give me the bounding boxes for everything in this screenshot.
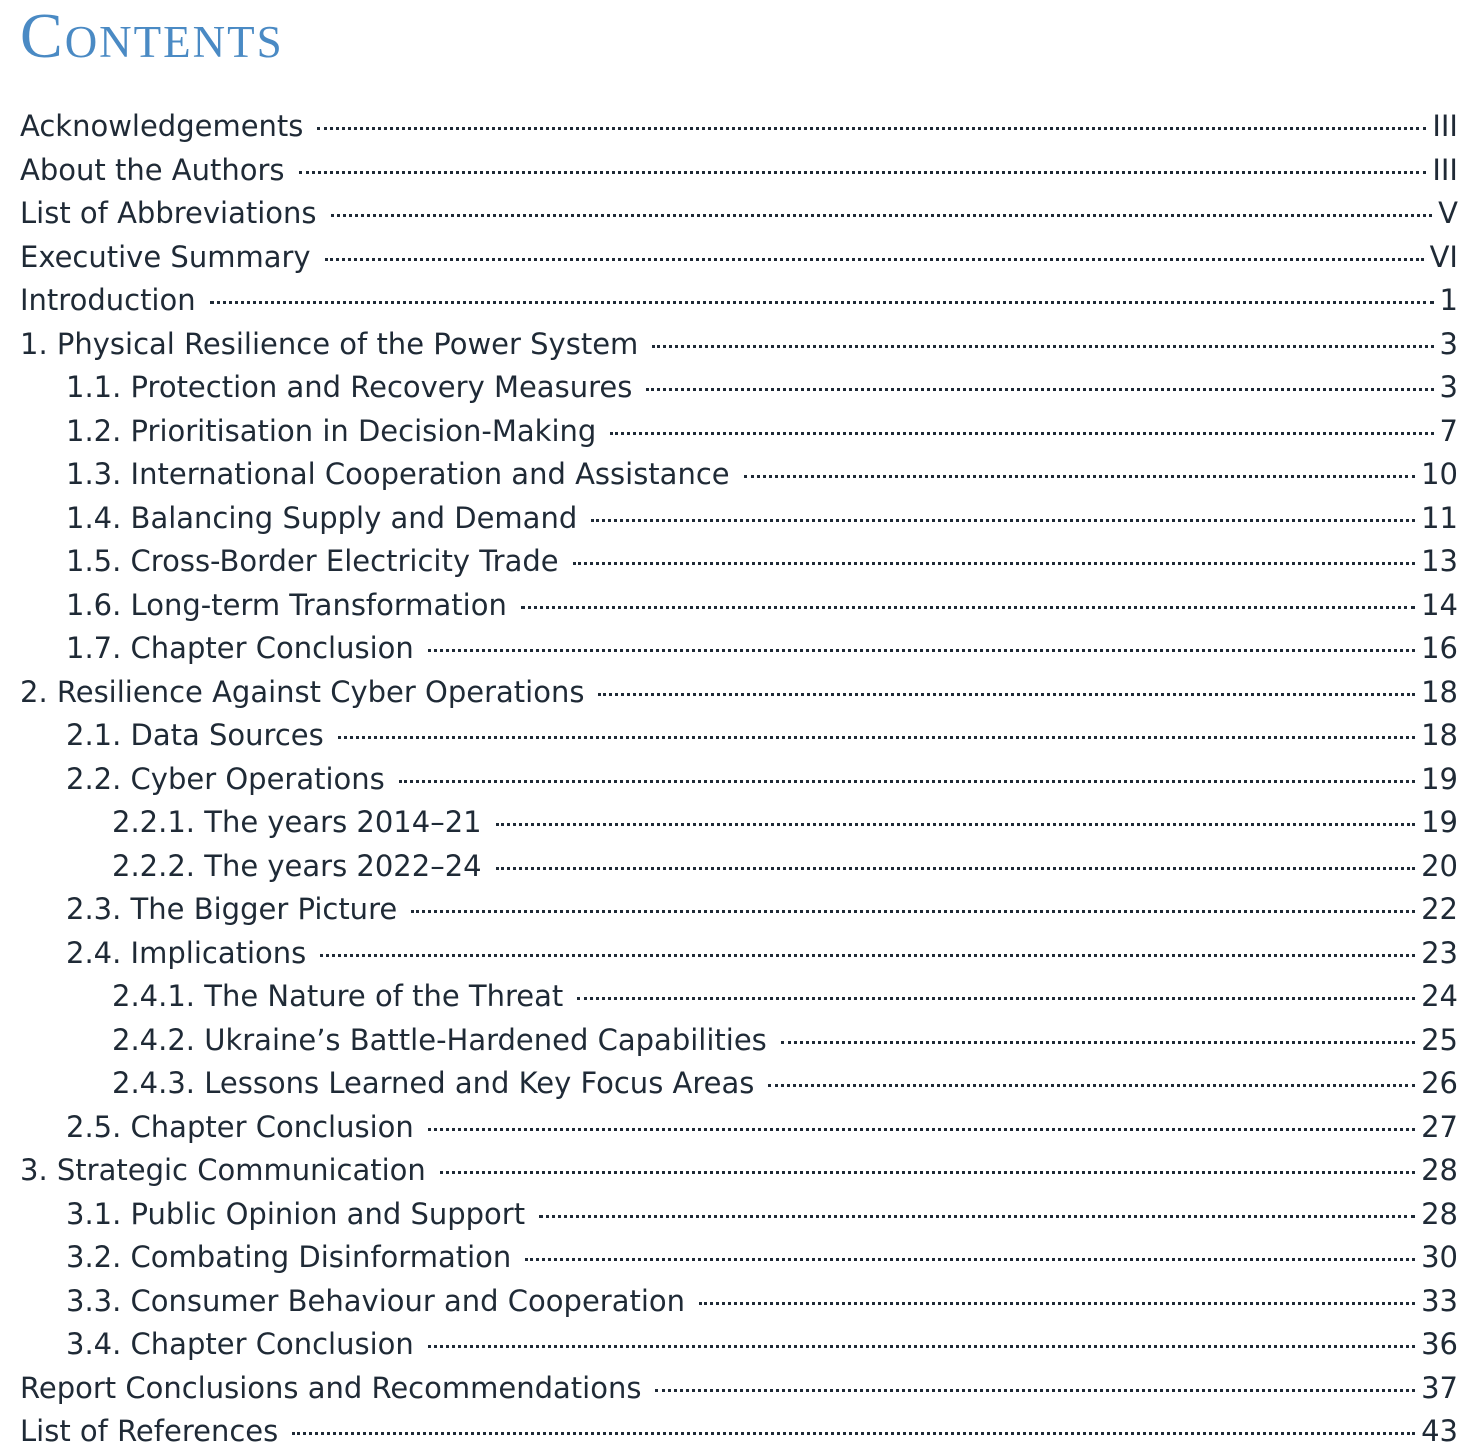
toc-entry-page-number: 7	[1439, 413, 1458, 448]
toc-entry[interactable]	[0, 366, 1468, 410]
toc-entry-title: 2.4.3. Lessons Learned and Key Focus Areas	[112, 1066, 755, 1100]
toc-entry[interactable]	[0, 1062, 1468, 1106]
toc-entry-title: 1.3. International Cooperation and Assistance	[66, 457, 730, 491]
toc-entry-page-number: III	[1432, 152, 1458, 187]
toc-entry-title: 3.1. Public Opinion and Support	[66, 1196, 526, 1231]
dot-leader	[539, 1215, 1415, 1218]
toc-entry-title: Acknowledgements	[20, 109, 304, 143]
toc-entry-page-number: 33	[1421, 1283, 1458, 1318]
toc-entry[interactable]	[0, 975, 1468, 1019]
dot-leader	[525, 1258, 1415, 1261]
dot-leader	[428, 1128, 1415, 1131]
toc-entry-title: 2.2.2. The years 2022–24	[112, 848, 482, 883]
toc-entry[interactable]	[0, 801, 1468, 845]
toc-entry[interactable]	[0, 627, 1468, 671]
toc-entry[interactable]	[0, 323, 1468, 367]
toc-entry-page-number: 36	[1421, 1327, 1458, 1361]
toc-entry-page-number: 26	[1421, 1066, 1458, 1100]
toc-entry-title: 2.5. Chapter Conclusion	[66, 1109, 414, 1144]
toc-entry-title: 2.4.1. The Nature of the Threat	[112, 979, 564, 1013]
toc-entry-title: Report Conclusions and Recommendations	[20, 1370, 642, 1405]
toc-entry-page-number: 11	[1421, 500, 1458, 535]
toc-entry[interactable]	[0, 410, 1468, 454]
toc-entry[interactable]	[0, 105, 1468, 149]
toc-entry-page-number: 43	[1421, 1414, 1458, 1448]
dot-leader	[577, 997, 1415, 1000]
toc-entry[interactable]	[0, 758, 1468, 802]
toc-entry-page-number: 18	[1421, 718, 1458, 752]
toc-entry-page-number: 19	[1421, 805, 1458, 839]
dot-leader	[521, 606, 1415, 609]
toc-entry-page-number: 14	[1421, 587, 1458, 622]
dot-leader	[591, 519, 1415, 522]
toc-entry-page-number: 10	[1421, 457, 1458, 491]
dot-leader	[652, 345, 1433, 348]
toc-entry[interactable]	[0, 1323, 1468, 1367]
toc-entry[interactable]	[0, 453, 1468, 497]
toc-entry-page-number: V	[1438, 196, 1458, 230]
toc-entry-page-number: 28	[1421, 1196, 1458, 1231]
toc-entry[interactable]	[0, 279, 1468, 323]
toc-entry-page-number: 27	[1421, 1109, 1458, 1144]
toc-entry-page-number: 1	[1439, 283, 1458, 317]
toc-entry-title: List of Abbreviations	[20, 196, 317, 230]
toc-entry-page-number: 24	[1421, 979, 1458, 1013]
toc-entry-page-number: 3	[1439, 326, 1458, 361]
toc-entry-title: 2.3. The Bigger Picture	[66, 892, 398, 926]
dot-leader	[573, 562, 1416, 565]
toc-entry[interactable]	[0, 236, 1468, 280]
toc-entry-page-number: 25	[1421, 1022, 1458, 1057]
toc-entry-title: 2.2.1. The years 2014–21	[112, 805, 482, 839]
toc-entry-page-number: III	[1432, 109, 1458, 143]
toc-entry-page-number: 18	[1421, 674, 1458, 709]
dot-leader	[768, 1084, 1415, 1087]
dot-leader	[440, 1171, 1415, 1174]
toc-entry-title: 3. Strategic Communication	[20, 1153, 426, 1187]
toc-entry[interactable]	[0, 540, 1468, 584]
toc-entry-page-number: 3	[1439, 370, 1458, 404]
toc-entry[interactable]	[0, 1236, 1468, 1280]
toc-entry[interactable]	[0, 1193, 1468, 1237]
toc-entry-title: 1.6. Long-term Transformation	[66, 587, 507, 622]
toc-entry-page-number: 30	[1421, 1240, 1458, 1274]
dot-leader	[317, 127, 1426, 130]
dot-leader	[320, 954, 1415, 957]
toc-entry[interactable]	[0, 671, 1468, 715]
dot-leader	[325, 258, 1424, 261]
dot-leader	[210, 301, 1434, 304]
toc-entry[interactable]	[0, 1019, 1468, 1063]
dot-leader	[699, 1302, 1415, 1305]
toc-entry[interactable]	[0, 497, 1468, 541]
toc-entry-title: 1.4. Balancing Supply and Demand	[66, 500, 578, 535]
toc-entry-title: Introduction	[20, 283, 196, 317]
toc-entry-page-number: 19	[1421, 761, 1458, 796]
toc-entry-title: Executive Summary	[20, 239, 311, 274]
toc-entry[interactable]	[0, 1149, 1468, 1193]
toc-entry-title: About the Authors	[20, 152, 285, 187]
toc-list	[0, 105, 1468, 1454]
toc-entry-title: 2.1. Data Sources	[66, 718, 324, 752]
toc-entry[interactable]	[0, 932, 1468, 976]
toc-entry-title: 1.5. Cross-Border Electricity Trade	[66, 544, 559, 578]
dot-leader	[496, 823, 1415, 826]
toc-entry[interactable]	[0, 1410, 1468, 1454]
toc-entry-title: 1.1. Protection and Recovery Measures	[66, 370, 633, 404]
dot-leader	[744, 475, 1415, 478]
toc-entry-page-number: 23	[1421, 935, 1458, 970]
dot-leader	[411, 910, 1415, 913]
dot-leader	[781, 1041, 1415, 1044]
toc-entry-page-number: 13	[1421, 544, 1458, 578]
toc-entry-title: 2. Resilience Against Cyber Operations	[20, 674, 585, 709]
toc-entry-page-number: 20	[1421, 848, 1458, 883]
toc-entry-title: 1.2. Prioritisation in Decision-Making	[66, 413, 597, 448]
toc-entry-page-number: 16	[1421, 631, 1458, 665]
dot-leader	[428, 1345, 1415, 1348]
toc-entry-page-number: 37	[1421, 1370, 1458, 1405]
toc-entry-title: 3.3. Consumer Behaviour and Cooperation	[66, 1283, 686, 1318]
toc-entry-title: 1. Physical Resilience of the Power System	[20, 326, 639, 361]
toc-entry[interactable]	[0, 845, 1468, 889]
toc-entry-page-number: 28	[1421, 1153, 1458, 1187]
toc-entry[interactable]	[0, 584, 1468, 628]
toc-entry-title: 2.4. Implications	[66, 935, 307, 970]
toc-entry[interactable]	[0, 192, 1468, 236]
toc-entry[interactable]	[0, 149, 1468, 193]
dot-leader	[428, 649, 1415, 652]
dot-leader	[655, 1389, 1415, 1392]
toc-entry-title: 2.2. Cyber Operations	[66, 761, 385, 796]
page-title: Contents	[20, 0, 284, 71]
toc-entry[interactable]	[0, 888, 1468, 932]
toc-entry-page-number: 22	[1421, 892, 1458, 926]
toc-entry-title: 2.4.2. Ukraine’s Battle-Hardened Capabilities	[112, 1022, 767, 1057]
dot-leader	[598, 693, 1415, 696]
toc-entry-title: 3.2. Combating Disinformation	[66, 1240, 512, 1274]
dot-leader	[399, 780, 1415, 783]
dot-leader	[338, 736, 1415, 739]
toc-entry[interactable]	[0, 1367, 1468, 1411]
toc-entry-title: 3.4. Chapter Conclusion	[66, 1327, 414, 1361]
toc-entry[interactable]	[0, 1106, 1468, 1150]
toc-entry[interactable]	[0, 1280, 1468, 1324]
dot-leader	[496, 867, 1415, 870]
toc-entry-page-number: VI	[1429, 239, 1458, 274]
toc-entry-title: List of References	[20, 1414, 279, 1448]
toc-entry[interactable]	[0, 714, 1468, 758]
dot-leader	[299, 171, 1427, 174]
toc-entry-title: 1.7. Chapter Conclusion	[66, 631, 414, 665]
dot-leader	[331, 214, 1433, 217]
dot-leader	[292, 1432, 1415, 1435]
dot-leader	[610, 432, 1433, 435]
dot-leader	[646, 388, 1433, 391]
